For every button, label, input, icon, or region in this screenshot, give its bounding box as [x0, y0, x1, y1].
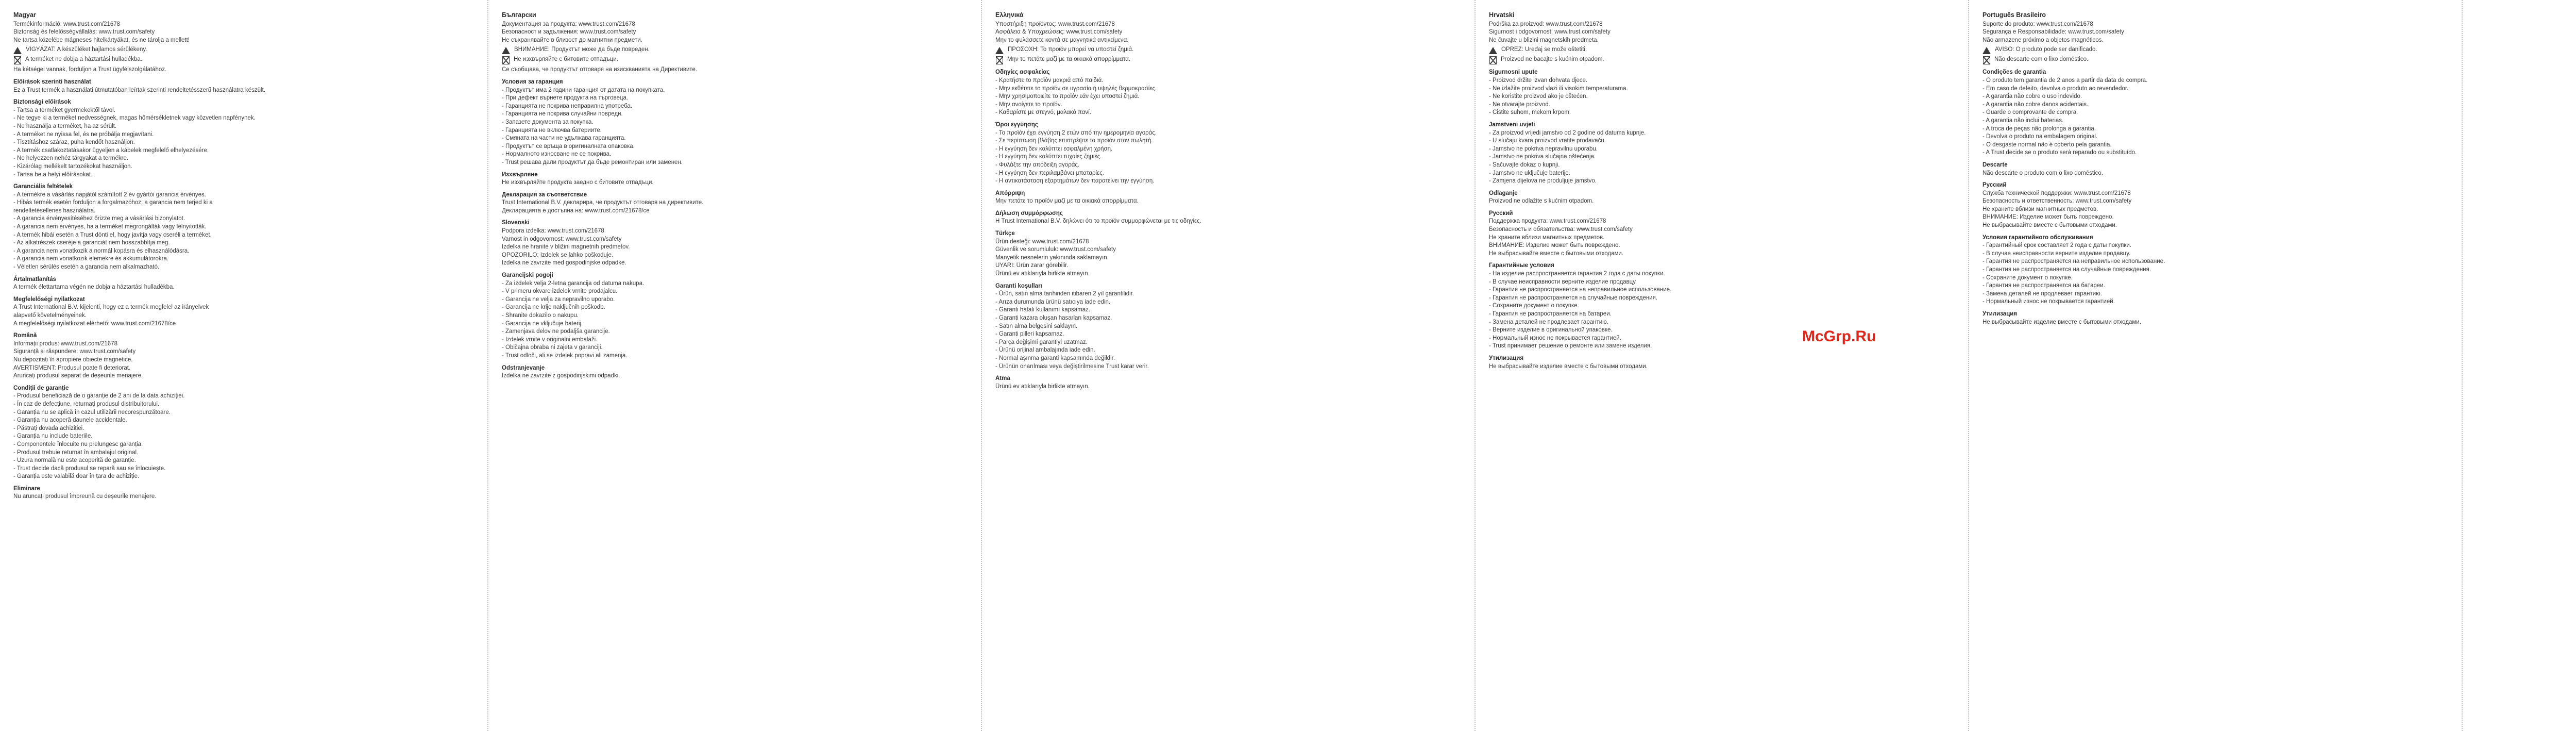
warning-icon [995, 47, 1004, 54]
body-line: - A garantia não inclui baterias. [1982, 117, 2064, 124]
body-line: - В случае неисправности верните изделие продавцу. [1489, 278, 1637, 285]
section-heading: Όροι εγγύησης [995, 121, 1038, 128]
body-line: - Μην εκθέτετε το προϊόν σε υγρασία ή υψηλές θερμοκρασίες. [995, 85, 1157, 92]
body-line: - A termékre a vásárlás napjától számított 2 év gyártói garancia érvényes. [13, 191, 206, 198]
body-line: - Normal aşınma garanti kapsamında değildir. [995, 355, 1115, 361]
body-line: - Jamstvo ne uključuje baterije. [1489, 170, 1570, 176]
body-line: alapvető követelményeinek. [13, 312, 87, 319]
body-line: ВНИМАНИЕ: Изделие может быть повреждено. [1489, 242, 1620, 249]
section-heading: Megfelelőségi nyilatkozat [13, 296, 85, 303]
body-line: Не изхвърляйте продукта заедно с битовите отпадъци. [502, 179, 654, 186]
intro-line: Termékinformáció: www.trust.com/21678 [13, 21, 121, 27]
disposal-row [1489, 56, 1955, 64]
body-line: rendeltetésellenes használatra. [13, 207, 96, 214]
body-line: - Ne izlažite proizvod vlazi ili visokim temperaturama. [1489, 85, 1628, 92]
disposal-text: Не изхвърляйте с битовите отпадъци. [514, 56, 618, 63]
section-heading: Jamstveni uvjeti [1489, 121, 1535, 128]
body-line: - Za proizvod vrijedi jamstvo od 2 godine od datuma kupnje. [1489, 129, 1646, 136]
section-heading: Sigurnosni upute [1489, 69, 1538, 76]
body-line: - Смяната на части не удължава гаранцията. [502, 135, 626, 142]
warning-row [1982, 46, 2448, 54]
body-line: - Arıza durumunda ürünü satıcıya iade edin. [995, 298, 1111, 305]
page-magyar [0, 0, 488, 731]
warning-text: ВНИМАНИЕ: Продуктът може да бъде повреден. [514, 46, 650, 53]
body-line: - Καθαρίστε με στεγνό, μαλακό πανί. [995, 109, 1091, 116]
body-line: - Η εγγύηση δεν καλύπτει τυχαίες ζημιές. [995, 154, 1102, 160]
body-line: - Em caso de defeito, devolva o produto ao revendedor. [1982, 85, 2129, 92]
warning-text: VIGYÁZAT: A készüléket hajlamos sérülékeny. [26, 46, 147, 53]
body-line: - Hibás termék esetén forduljon a forgalmazóhoz; a garancia nem terjed ki a [13, 200, 213, 206]
intro-line: Suporte do produto: www.trust.com/21678 [1982, 21, 2093, 27]
disposal-text: Μην το πετάτε μαζί με τα οικιακά απορρίμματα. [1007, 56, 1131, 63]
intro-line: Не съхранявайте в близост до магнитни предмети. [502, 37, 642, 43]
body-line: Izdelka ne hranite v bližini magnetnih predmetov. [502, 244, 630, 251]
body-line: - Jamstvo ne pokriva slučajna oštećenja. [1489, 154, 1596, 160]
body-line: Varnost in odgovornost: www.trust.com/safety [502, 236, 622, 242]
body-line: - Tartsa a terméket gyermekektől távol. [13, 107, 115, 113]
body-line: - Η εγγύηση δεν περιλαμβάνει μπαταρίες. [995, 170, 1104, 176]
body-line: - A garancia nem vonatkozik elemekre és akkumulátorokra. [13, 256, 169, 262]
body-line: - Нормальный износ не покрывается гарантией. [1982, 298, 2115, 305]
section-heading: Eliminare [13, 485, 40, 492]
body-line: - Ürünün onarılması veya değiştirilmesine Trust karar verir. [995, 363, 1149, 370]
section-heading: Biztonsági előírások [13, 99, 71, 106]
body-line: - A Trust decide se o produto será reparado ou substituído. [1982, 149, 2137, 156]
body-line: ВНИМАНИЕ: Изделие может быть повреждено. [1982, 214, 2114, 221]
body-line: - При дефект върнете продукта на търговеца. [502, 95, 629, 102]
section-heading: Descarte [1982, 161, 2008, 168]
body-line: - Proizvod držite izvan dohvata djece. [1489, 77, 1588, 84]
warning-row [1489, 46, 1955, 54]
body-line: - Garanția nu include bateriile. [13, 433, 93, 440]
body-line: - Trust decide dacă produsul se repară sau se înlocuiește. [13, 465, 166, 472]
body-line: - Гарантия не распространяется на неправильное использование. [1489, 287, 1672, 293]
warning-icon [1489, 47, 1497, 54]
body-line: - Guarde o comprovante de compra. [1982, 109, 2078, 116]
language-title: Português Brasileiro [1982, 11, 2046, 19]
body-line: - Замена деталей не продлевает гарантию. [1489, 319, 1608, 325]
body-line: - Ne használja a terméket, ha az sérült. [13, 123, 117, 129]
body-line: - A garantia não cobre o uso indevido. [1982, 93, 2082, 100]
section-heading: Ártalmatlanítás [13, 276, 57, 283]
body-line: - Zamenjava delov ne podaljša garancije. [502, 328, 610, 335]
body-line: - A troca de peças não prolonga a garantia. [1982, 125, 2096, 132]
body-line: - A garancia érvényesítéséhez őrizze meg a vásárlási bizonylatot. [13, 215, 185, 222]
body-line: - Гаранцията не покрива неправилна употреба. [502, 103, 633, 109]
intro-line: Υποστήριξη προϊόντος: www.trust.com/21678 [995, 21, 1115, 27]
body-line: Безопасность и обязательства: www.trust.com/safety [1489, 226, 1633, 233]
intro-line: Ne čuvajte u blizini magnetskih predmeta. [1489, 37, 1599, 43]
body-line: Não descarte o produto com o lixo doméstico. [1982, 170, 2103, 176]
body-line: - A garancia nem vonatkozik a normál kopásra és elhasználódásra. [13, 247, 190, 254]
disposal-row [502, 56, 968, 64]
body-line: Поддержка продукта: www.trust.com/21678 [1489, 218, 1606, 225]
body-line: Informații produs: www.trust.com/21678 [13, 340, 117, 347]
body-line: - Az alkatrészek cseréje a garanciát nem hosszabbítja meg. [13, 240, 170, 246]
body-line: - Za izdelek velja 2-letna garancija od datuma nakupa. [502, 280, 645, 287]
body-line: - Čistite suhom, mekom krpom. [1489, 109, 1571, 116]
body-line: - A garancia nem érvényes, ha a terméket megrongálták vagy felnyitották. [13, 224, 207, 230]
body-line: - Гаранцията не покрива случайни повреди. [502, 111, 623, 118]
body-line: UYARI: Ürün zarar görebilir. [995, 262, 1069, 269]
intro-line: Não armazene próximo a objetos magnéticos. [1982, 37, 2104, 43]
body-line: - A garantia não cobre danos acidentais. [1982, 101, 2089, 108]
body-line: - Garanti pilleri kapsamaz. [995, 331, 1064, 338]
body-line: - Produsul trebuie returnat în ambalajul original. [13, 449, 139, 456]
body-line: Izdelka ne zavrzite z gospodinjskimi odpadki. [502, 373, 620, 379]
body-line: Manyetik nesnelerin yakınında saklamayın. [995, 254, 1109, 261]
body-line: - O produto tem garantia de 2 anos a partir da data de compra. [1982, 77, 2148, 84]
warning-icon [502, 47, 510, 54]
body-line: Не выбрасывайте изделие вместе с бытовыми отходами. [1982, 319, 2141, 325]
body-line: - Garanția nu se aplică în cazul utilizării necorespunzătoare. [13, 409, 171, 416]
body-line: - Garanti hatalı kullanımı kapsamaz. [995, 307, 1091, 313]
body-line: A megfelelőségi nyilatkozat elérhető: www.trust.com/21678/ce [13, 320, 176, 327]
body-line: - Devolva o produto na embalagem original. [1982, 134, 2098, 140]
section-heading: Απόρριψη [995, 190, 1025, 196]
body-line: - Garancija ne krije naključnih poškodb. [502, 304, 605, 311]
intro-line: Ne tartsa közelébe mágneses hitelkártyákat, és ne tárolja a mellett! [13, 37, 190, 43]
section-heading: Утилизация [1982, 311, 2018, 317]
body-line: - Замена деталей не продлевает гарантию. [1982, 290, 2102, 297]
section-heading: Előírások szerinti használat [13, 78, 91, 85]
body-line: - A termék csatlakoztatásakor ügyeljen a kábelek megfelelő elhelyezésére. [13, 147, 209, 154]
body-line: Siguranță și răspundere: www.trust.com/safety [13, 348, 136, 355]
intro-line: Segurança e Responsabilidade: www.trust.com/safety [1982, 29, 2124, 36]
section-heading: Δήλωση συμμόρφωσης [995, 210, 1063, 217]
body-line: Ez a Trust termék a használati útmutatóban leírtak szerinti rendeltetésszerű használatra készült. [13, 87, 265, 93]
body-line: - Tisztításhoz száraz, puha kendőt használjon. [13, 139, 135, 146]
page-greek [982, 0, 1476, 731]
section-heading: Условия гарантийного обслуживания [1982, 234, 2093, 241]
crossed-bin-icon [14, 56, 21, 64]
body-line: - Garanția este valabilă doar în țara de achiziție. [13, 473, 140, 480]
page-blank [2463, 0, 2576, 731]
section-heading: Условия за гаранция [502, 78, 563, 85]
column-bulgarian [502, 11, 968, 720]
body-line: - Гарантия не распространяется на случайные повреждения. [1489, 294, 1658, 301]
body-line: Се съобщава, че продуктът отговаря на изискванията на Директивите. [502, 67, 698, 73]
body-line: - Izdelek vrnite v originalni embalaži. [502, 336, 598, 343]
column-hrvatski [1489, 11, 1955, 720]
body-line: - A terméket ne nyissa fel, és ne próbálja megjavítani. [13, 131, 154, 138]
body-line: Не выбрасывайте вместе с бытовыми отходами. [1982, 222, 2117, 229]
body-line: Не выбрасывайте вместе с бытовыми отходами. [1489, 250, 1623, 257]
disposal-text: A terméket ne dobja a háztartási hulladékba. [25, 56, 142, 63]
disposal-row [13, 56, 474, 64]
body-line: - Нормалното износване не се покрива. [502, 151, 612, 158]
body-line: Aruncați produsul separat de deșeurile menajere. [13, 373, 143, 379]
intro-line: Безопасност и задължения: www.trust.com/safety [502, 29, 636, 36]
body-line: - На изделие распространяется гарантия 2 года с даты покупки. [1489, 271, 1665, 277]
body-line: - Garancija ne velja za nepravilno uporabo. [502, 296, 615, 303]
intro-line: Sigurnost i odgovornost: www.trust.com/safety [1489, 29, 1611, 36]
warning-icon [13, 47, 22, 54]
body-line: - Garanția nu acoperă daunele accidentale. [13, 417, 127, 424]
body-line: - Tartsa be a helyi előírásokat. [13, 171, 93, 178]
body-line: - Запазете документа за покупка. [502, 119, 594, 125]
body-line: - Shranite dokazilo o nakupu. [502, 312, 579, 319]
warning-text: AVISO: O produto pode ser danificado. [1995, 46, 2097, 53]
body-line: Ha kétségei vannak, forduljon a Trust ügyfélszolgálatához. [13, 67, 167, 73]
section-heading: Гарантийные условия [1489, 262, 1554, 269]
body-line: - Trust odloči, ali se izdelek popravi ali zamenja. [502, 352, 628, 359]
body-line: - Продуктът се връща в оригиналната опаковка. [502, 143, 635, 149]
disposal-text: Proizvod ne bacajte s kućnim otpadom. [1501, 56, 1604, 63]
section-heading: Изхвърляне [502, 171, 538, 178]
warning-icon [1982, 47, 1991, 54]
body-line: - Ne tegye ki a terméket nedvességnek, magas hőmérsékletnek vagy közvetlen napfénynek. [13, 115, 256, 122]
section-heading: Română [13, 333, 37, 339]
page-portugues [1969, 0, 2463, 731]
section-heading: Pусский [1489, 210, 1513, 217]
body-line: - Гарантия не распространяется на случайные повреждения. [1982, 267, 2151, 273]
body-line: OPOZORILO: Izdelek se lahko poškoduje. [502, 252, 614, 258]
body-line: - Сохраните документ о покупке. [1982, 274, 2073, 281]
body-line: - Гаранцията не включва батериите. [502, 127, 602, 134]
body-line: - Zamjena dijelova ne produljuje jamstvo. [1489, 178, 1597, 185]
section-heading: Русский [1982, 182, 2007, 189]
body-line: - Η αντικατάσταση εξαρτημάτων δεν παρατείνει την εγγύηση. [995, 178, 1155, 185]
body-line: - Σε περίπτωση βλάβης επιστρέψτε το προϊόν στον πωλητή. [995, 138, 1153, 144]
body-line: Не выбрасывайте изделие вместе с бытовыми отходами. [1489, 363, 1648, 370]
body-line: - Μην ανοίγετε το προϊόν. [995, 101, 1062, 108]
body-line: - A termék hibái esetén a Trust dönti el, hogy javítja vagy cseréli a terméket. [13, 231, 212, 238]
body-line: - Kizárólag mellékelt tartozékokat használjon. [13, 163, 132, 170]
language-title: Български [502, 11, 536, 19]
body-line: Izdelka ne zavrzite med gospodinjske odpadke. [502, 260, 626, 267]
body-line: - Satın alma belgesini saklayın. [995, 323, 1078, 329]
body-line: - Parça değişimi garantiyi uzatmaz. [995, 339, 1088, 345]
body-line: - Ne helyezzen nehéz tárgyakat a termékre. [13, 155, 129, 162]
body-line: Μην πετάτε το προϊόν μαζί με τα οικιακά απορρίμματα. [995, 198, 1139, 205]
body-line: - В случае неисправности верните изделие продавцу. [1982, 250, 2131, 257]
body-line: Ürünü ev atıklarıyla birlikte atmayın. [995, 383, 1090, 390]
body-line: - Componentele înlocuite nu prelungesc garanția. [13, 441, 143, 447]
body-line: - Produsul beneficiază de o garanție de 2 ani de la data achiziției. [13, 393, 185, 400]
section-heading: Türkçe [995, 230, 1015, 237]
disposal-row [995, 56, 1461, 64]
body-line: - Μην χρησιμοποιείτε το προϊόν εάν έχει υποστεί ζημιά. [995, 93, 1140, 100]
body-line: Ürün desteği: www.trust.com/21678 [995, 238, 1089, 245]
body-line: - Trust принимает решение о ремонте или замене изделия. [1489, 343, 1652, 350]
body-line: Trust International B.V. декларира, че продуктът отговаря на директивите. [502, 200, 704, 206]
body-line: - Ürünü orijinal ambalajında iade edin. [995, 347, 1095, 354]
crossed-bin-icon [502, 56, 510, 64]
body-line: - Običajna obraba ni zajeta v garanciji. [502, 344, 603, 351]
warning-row [995, 46, 1461, 54]
body-line: Декларацията е достъпна на: www.trust.com/21678/ce [502, 207, 650, 214]
section-heading: Odstranjevanje [502, 364, 545, 371]
section-heading: Garanciális feltételek [13, 184, 73, 190]
body-line: AVERTISMENT: Produsul poate fi deteriorat. [13, 364, 131, 371]
body-line: - Ürün, satın alma tarihinden itibaren 2 yıl garantilidir. [995, 291, 1134, 297]
body-line: - Véletlen sérülés esetén a garancia nem alkalmazható. [13, 264, 160, 271]
body-line: Не храните вблизи магнитных предметов. [1982, 206, 2098, 212]
column-greek [995, 11, 1461, 720]
body-line: A termék élettartama végén ne dobja a háztartási hulladékba. [13, 284, 175, 291]
body-line: - Jamstvo ne pokriva nepravilnu uporabu. [1489, 145, 1598, 152]
column-portugues [1982, 11, 2448, 720]
crossed-bin-icon [996, 56, 1003, 64]
warning-row [13, 46, 474, 54]
column-magyar [13, 11, 474, 720]
language-title: Hrvatski [1489, 11, 1515, 19]
body-line: - O desgaste normal não é coberto pela garantia. [1982, 141, 2112, 148]
body-line: - În caz de defecțiune, returnați produsul distribuitorului. [13, 401, 160, 407]
body-line: - Păstrați dovada achiziției. [13, 425, 84, 431]
warning-text: OPREZ: Uređaj se može oštetiti. [1501, 46, 1587, 53]
disposal-row [1982, 56, 2448, 64]
body-line: Proizvod ne odlažite s kućnim otpadom. [1489, 198, 1594, 205]
body-line: - Гарантия не распространяется на батареи. [1489, 311, 1612, 317]
body-line: Güvenlik ve sorumluluk: www.trust.com/safety [995, 246, 1116, 253]
section-heading: Slovenski [502, 220, 530, 226]
body-line: - Garanti kazara oluşan hasarları kapsamaz. [995, 315, 1112, 321]
section-heading: Condições de garantia [1982, 69, 2046, 76]
section-heading: Οδηγίες ασφαλείας [995, 69, 1050, 76]
section-heading: Condiții de garanție [13, 385, 69, 391]
intro-line: Μην το φυλάσσετε κοντά σε μαγνητικά αντικείμενα. [995, 37, 1129, 43]
body-line: Nu depozitați în apropiere obiecte magnetice. [13, 356, 133, 363]
body-line: - Κρατήστε το προϊόν μακριά από παιδιά. [995, 77, 1104, 84]
body-line: - Φυλάξτε την απόδειξη αγοράς. [995, 161, 1080, 168]
section-heading: Atma [995, 375, 1010, 382]
body-line: - Гарантия не распространяется на неправильное использование. [1982, 258, 2165, 265]
body-line: - Гарантия не распространяется на батареи. [1982, 283, 2105, 289]
body-line: - Sačuvajte dokaz o kupnji. [1489, 161, 1560, 168]
body-line: - Uzura normală nu este acoperită de garanție. [13, 457, 136, 464]
watermark: McGrp.Ru [1802, 328, 1876, 345]
language-title: Ελληνικά [995, 11, 1024, 19]
page-bulgarian [488, 0, 982, 731]
intro-line: Ασφάλεια & Υποχρεώσεις: www.trust.com/safety [995, 29, 1123, 36]
body-line: - Сохраните документ о покупке. [1489, 303, 1579, 309]
section-heading: Odlaganje [1489, 190, 1518, 196]
intro-line: Biztonság és felelősségvállalás: www.trust.com/safety [13, 29, 155, 36]
section-heading: Garancijski pogoji [502, 272, 553, 279]
body-line: - U slučaju kvara proizvod vratite prodavaču. [1489, 138, 1606, 144]
section-heading: Декларация за съответствие [502, 191, 587, 198]
page-hrvatski [1476, 0, 1969, 731]
language-title: Magyar [13, 11, 36, 19]
body-line: Безопасность и ответственность: www.trust.com/safety [1982, 198, 2132, 205]
body-line: - Η εγγύηση δεν καλύπτει εσφαλμένη χρήση. [995, 145, 1113, 152]
body-line: Podpora izdelka: www.trust.com/21678 [502, 228, 604, 235]
body-line: - Ne otvarajte proizvod. [1489, 101, 1550, 108]
body-line: - Нормальный износ не покрывается гарантией. [1489, 335, 1621, 341]
body-line: A Trust International B.V. kijelenti, hogy ez a termék megfelel az irányelvek [13, 304, 209, 311]
warning-text: ΠΡΟΣΟΧΗ: Το προϊόν μπορεί να υποστεί ζημιά. [1008, 46, 1134, 53]
body-line: - Верните изделие в оригинальной упаковке. [1489, 327, 1613, 334]
body-line: - Trust решава дали продуктът да бъде ремонтиран или заменен. [502, 159, 683, 165]
body-line: - Ne koristite proizvod ako je oštećen. [1489, 93, 1588, 100]
section-heading: Утилизация [1489, 355, 1524, 361]
body-line: Nu aruncați produsul împreună cu deșeurile menajere. [13, 493, 157, 500]
body-line: - Гарантийный срок составляет 2 года с даты покупки. [1982, 242, 2131, 249]
body-line: Η Trust International B.V. δηλώνει ότι το προϊόν συμμορφώνεται με τις οδηγίες. [995, 218, 1201, 225]
intro-line: Podrška za proizvod: www.trust.com/21678 [1489, 21, 1603, 27]
section-heading: Garanti koşulları [995, 283, 1042, 289]
intro-line: Документация за продукта: www.trust.com/21678 [502, 21, 635, 27]
body-line: Не храните вблизи магнитных предметов. [1489, 234, 1605, 241]
body-line: - Продуктът има 2 години гаранция от датата на покупката. [502, 87, 665, 93]
body-line: - V primeru okvare izdelek vrnite prodajalcu. [502, 288, 618, 295]
warning-row [502, 46, 968, 54]
crossed-bin-icon [1983, 56, 1990, 64]
body-line: Ürünü ev atıklarıyla birlikte atmayın. [995, 271, 1090, 277]
body-line: - Garancija ne vključuje baterij. [502, 320, 583, 327]
body-line: Служба технической поддержки: www.trust.com/21678 [1982, 190, 2131, 196]
crossed-bin-icon [1489, 56, 1497, 64]
body-line: - Το προϊόν έχει εγγύηση 2 ετών από την ημερομηνία αγοράς. [995, 129, 1157, 136]
disposal-text: Não descarte com o lixo doméstico. [1994, 56, 2089, 63]
